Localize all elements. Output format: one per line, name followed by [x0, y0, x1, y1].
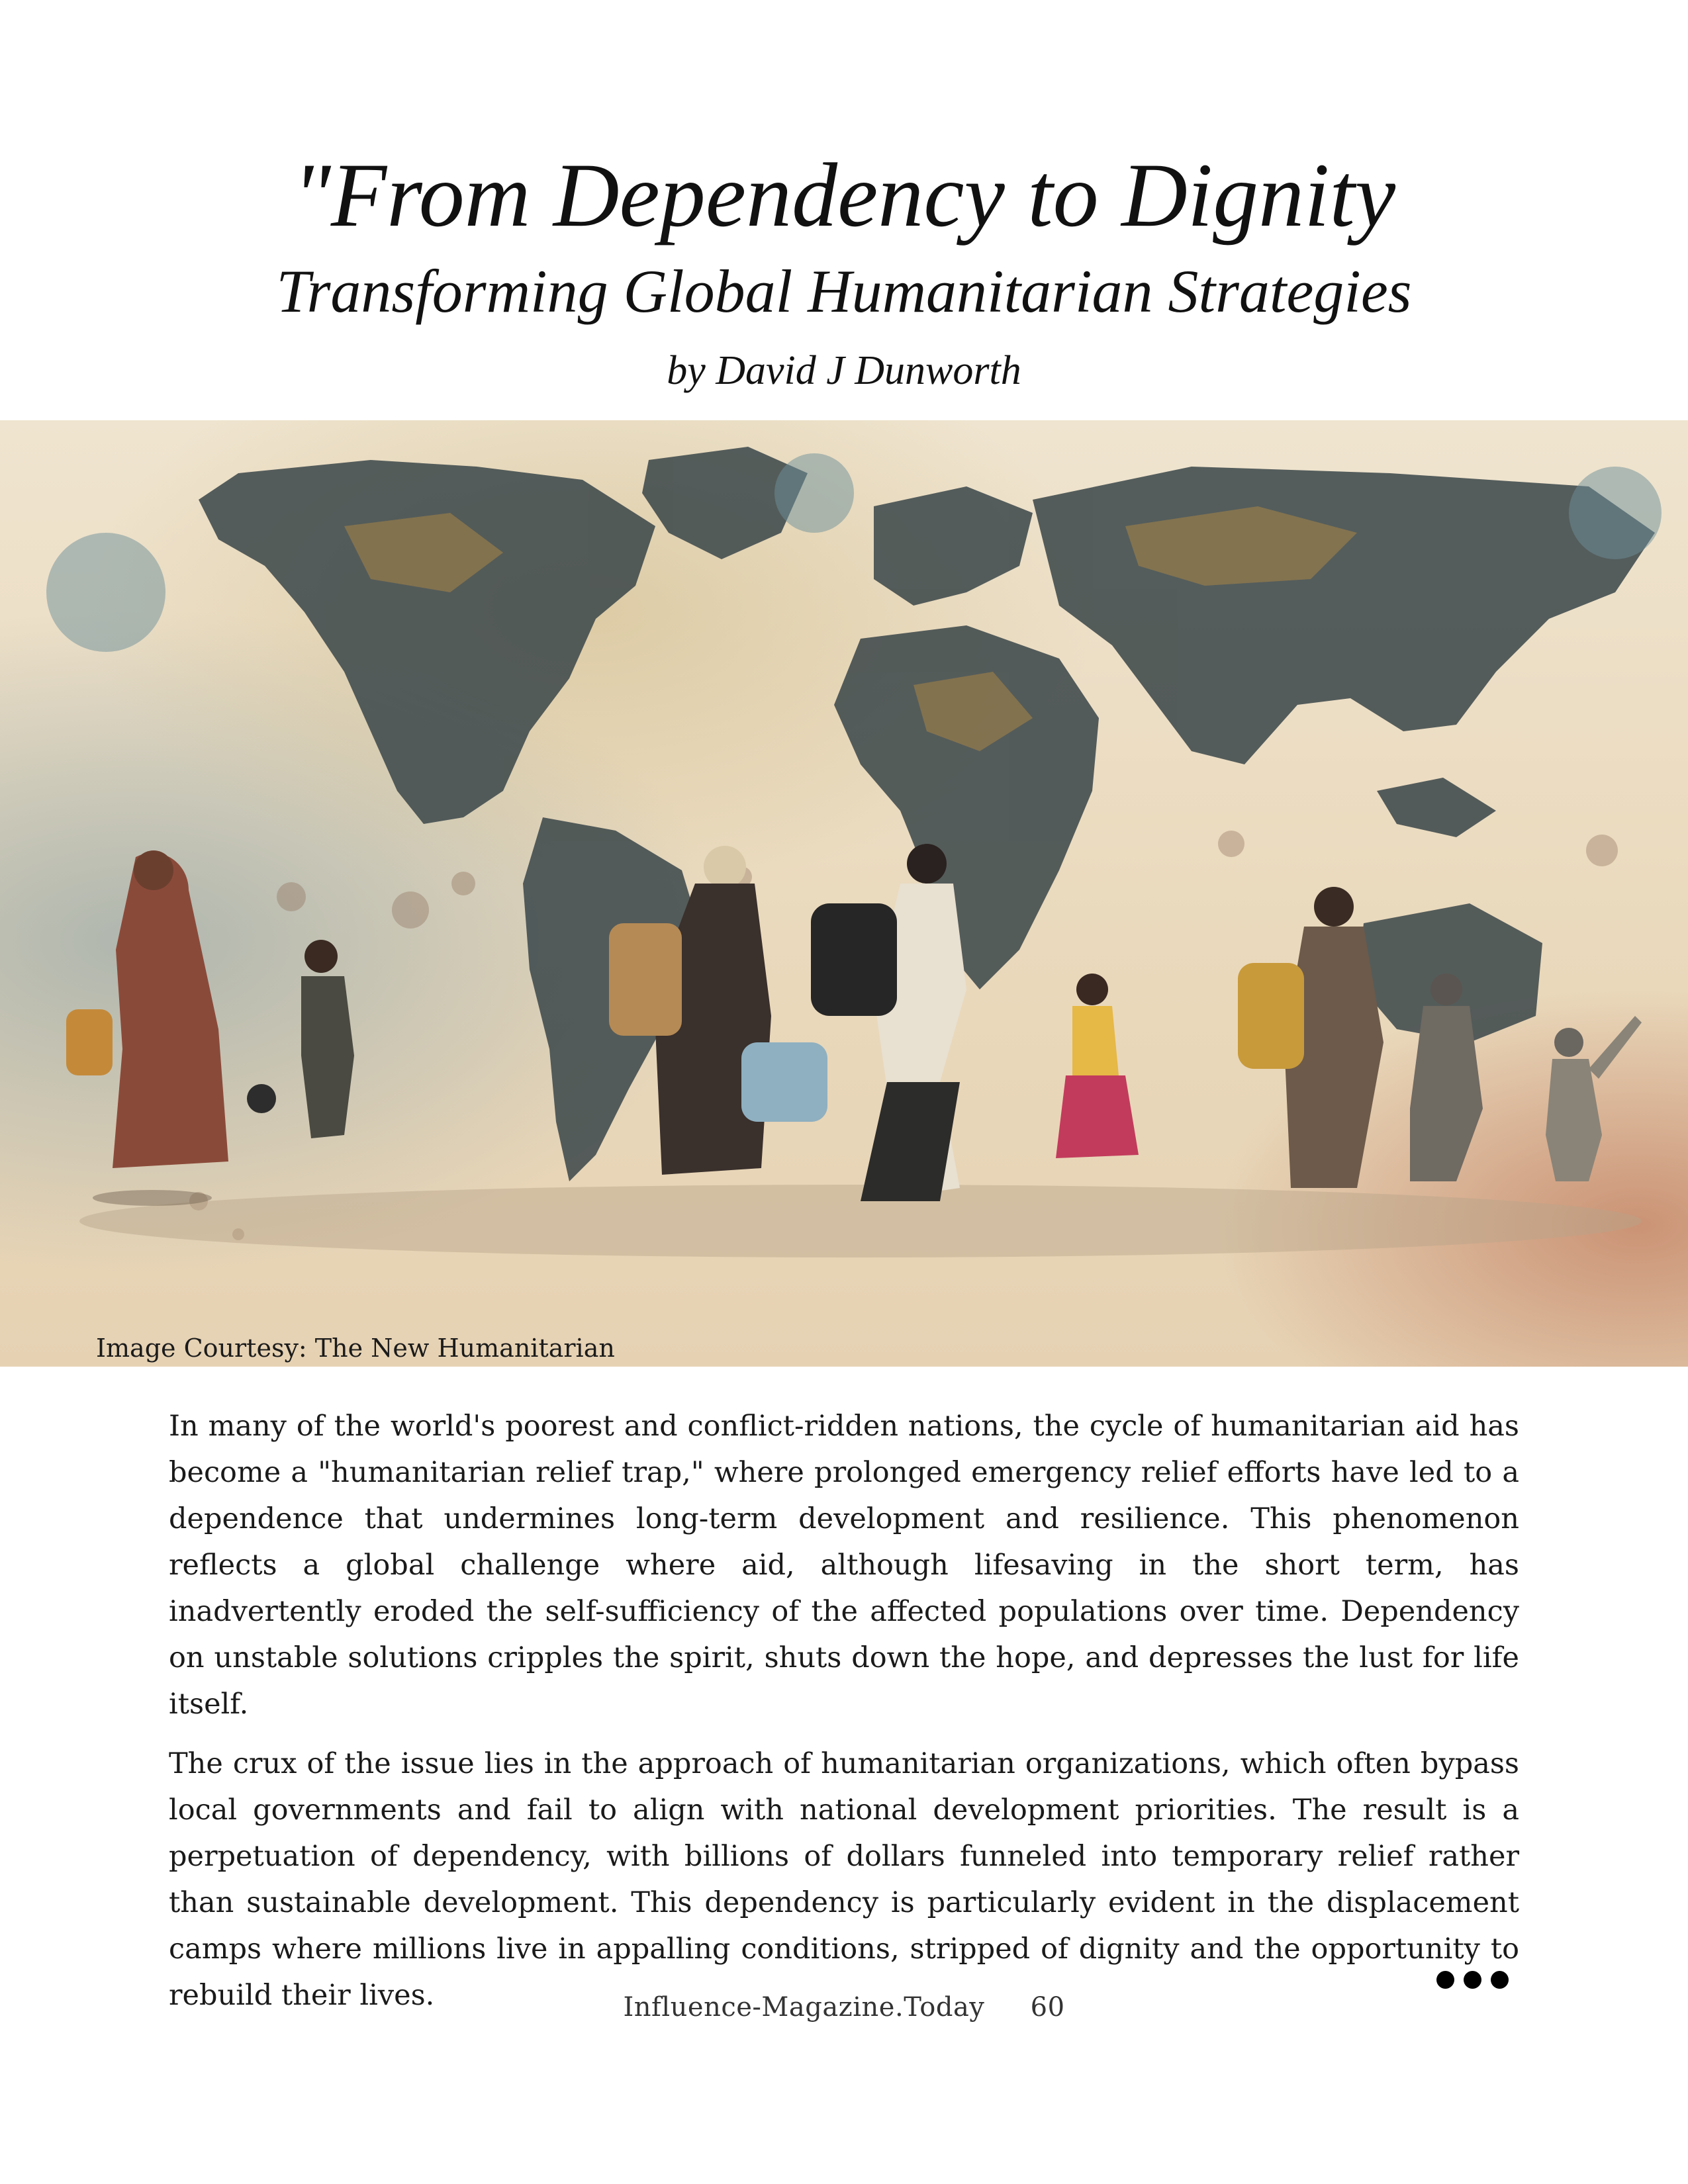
hero-image	[0, 420, 1688, 1367]
article-paragraph: The crux of the issue lies in the approach of humanitarian organizations, which often bypass local governments and fail to align with national development priorities. The result is a perpetuation of dependency, with billions of dollars funneled into temporary relief rather than sustainable development. This dependency is particularly evident in the displacement camps where millions live in appalling conditions, stripped of dignity and the opportunity to rebuild their lives.	[169, 1747, 1519, 2012]
article-body	[169, 1403, 1519, 2032]
page-footer	[0, 1992, 1688, 2023]
article-subtitle: Transforming Global Humanitarian Strategies	[276, 257, 1412, 325]
byline: by David J Dunworth	[667, 348, 1021, 393]
article-paragraph: In many of the world's poorest and conflict-ridden nations, the cycle of humanitarian aid has become a "humanitarian relief trap," where prolonged emergency relief efforts have led to a dependence that undermines long-term development and resilience. This phenomenon reflects a global challenge where aid, although lifesaving in the short term, has inadvertently eroded the self-sufficiency of the affected populations over time. Dependency on unstable solutions cripples the spirit, shuts down the hope, and depresses the lust for life itself.	[169, 1410, 1519, 1721]
continued-ellipsis-icon	[1436, 1971, 1509, 1989]
image-credit-caption: Image Courtesy: The New Humanitarian	[96, 1334, 615, 1363]
page-number: 60	[1030, 1992, 1065, 2023]
article-title: "From Dependency to Dignity	[292, 144, 1396, 246]
world-map-migration-illustration	[0, 420, 1688, 1367]
footer-site-name: Influence-Magazine.Today	[623, 1992, 985, 2023]
